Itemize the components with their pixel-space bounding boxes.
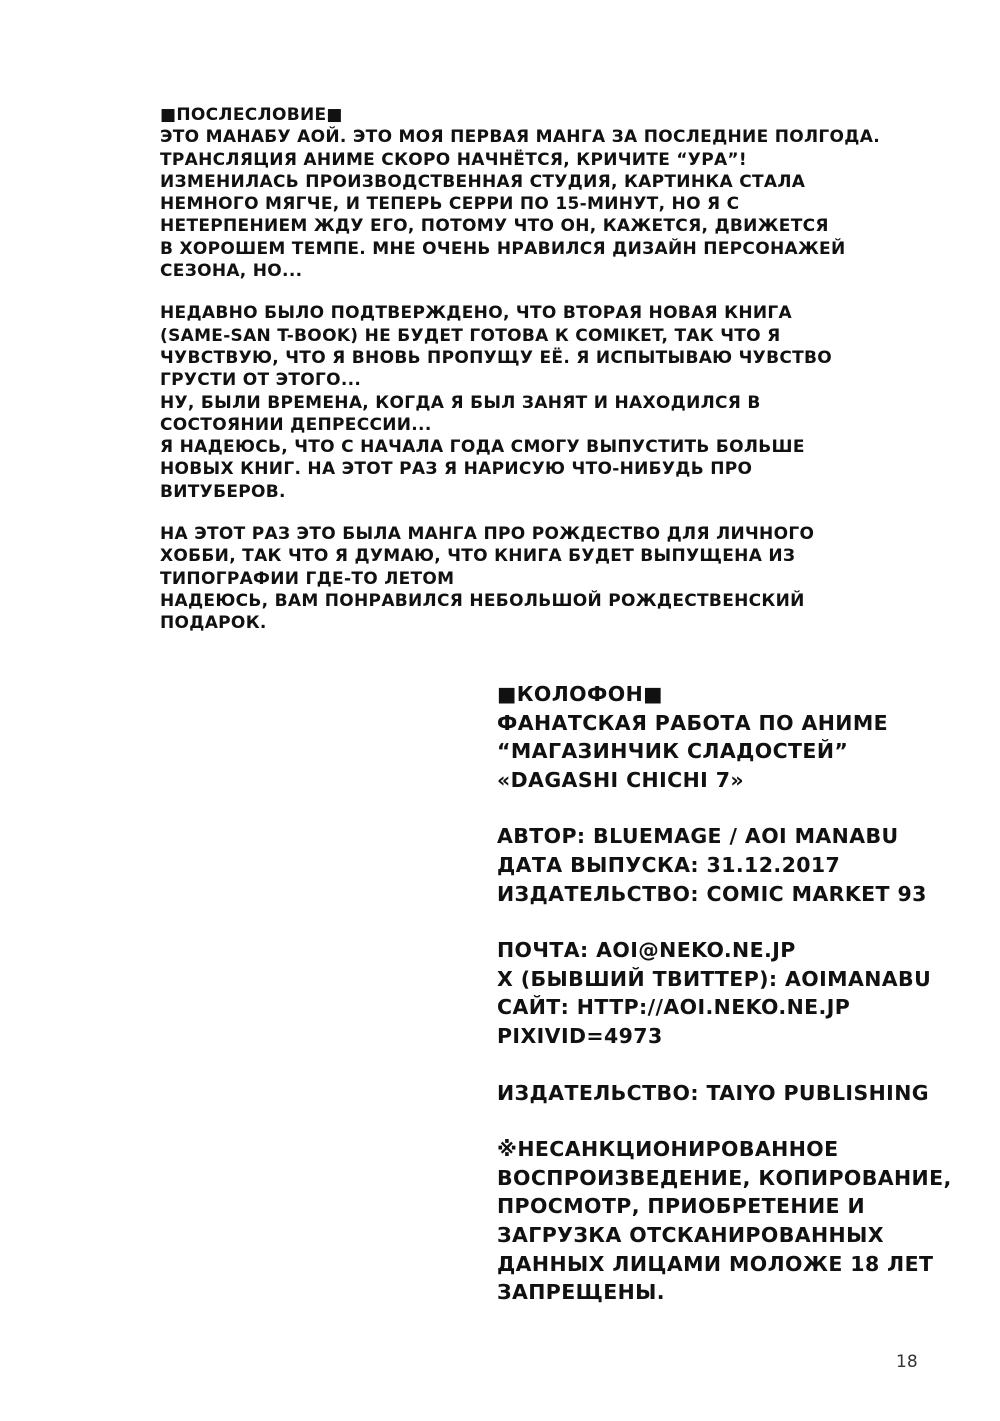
text-line: ПРОСМОТР, ПРИОБРЕТЕНИЕ И <box>497 1194 866 1219</box>
text-line: НУ, БЫЛИ ВРЕМЕНА, КОГДА Я БЫЛ ЗАНЯТ И НАХОДИЛСЯ В <box>160 392 761 413</box>
colophon-work-title <box>497 709 957 795</box>
afterword-heading: ■ПОСЛЕСЛОВИЕ■ <box>160 105 343 125</box>
copyright-notice <box>497 1135 957 1307</box>
colophon-details <box>497 822 957 908</box>
paragraph-spacer <box>497 908 957 936</box>
text-line: ХОББИ, ТАК ЧТО Я ДУМАЮ, ЧТО КНИГА БУДЕТ ВЫПУЩЕНА ИЗ <box>160 546 796 567</box>
colophon-contacts <box>497 936 957 1050</box>
text-line: НАДЕЮСЬ, ВАМ ПОНРАВИЛСЯ НЕБОЛЬШОЙ РОЖДЕСТВЕНСКИЙ <box>160 590 805 611</box>
text-line: НЕДАВНО БЫЛО ПОДТВЕРЖДЕНО, ЧТО ВТОРАЯ НОВАЯ КНИГА <box>160 303 792 324</box>
afterword-paragraph-3 <box>160 523 860 634</box>
text-line: ВИТУБЕРОВ. <box>160 481 286 502</box>
text-line: СОСТОЯНИИ ДЕПРЕССИИ... <box>160 414 432 435</box>
text-line: НА ЭТОТ РАЗ ЭТО БЫЛА МАНГА ПРО РОЖДЕСТВО ДЛЯ ЛИЧНОГО <box>160 524 815 545</box>
paragraph-spacer <box>160 503 860 523</box>
text-line: В ХОРОШЕМ ТЕМПЕ. МНЕ ОЧЕНЬ НРАВИЛСЯ ДИЗАЙН ПЕРСОНАЖЕЙ <box>160 238 846 259</box>
text-line: ДАННЫХ ЛИЦАМИ МОЛОЖЕ 18 ЛЕТ <box>497 1251 934 1276</box>
text-line: «DAGASHI CHICHI 7» <box>497 767 745 792</box>
text-line: НЕТЕРПЕНИЕМ ЖДУ ЕГО, ПОТОМУ ЧТО ОН, КАЖЕТСЯ, ДВИЖЕТСЯ <box>160 216 829 237</box>
text-line: ТИПОГРАФИИ ГДЕ-ТО ЛЕТОМ <box>160 568 455 589</box>
text-line: ИЗМЕНИЛАСЬ ПРОИЗВОДСТВЕННАЯ СТУДИЯ, КАРТИНКА СТАЛА <box>160 171 806 192</box>
afterword-section <box>160 104 880 635</box>
text-line: “МАГАЗИНЧИК СЛАДОСТЕЙ” <box>497 739 849 764</box>
publisher-event-line: ИЗДАТЕЛЬСТВО: COMIC MARKET 93 <box>497 881 927 906</box>
email-line: ПОЧТА: AOI@NEKO.NE.JP <box>497 938 796 963</box>
afterword-paragraph-2 <box>160 302 860 503</box>
website-line: САЙТ: HTTP://AOI.NEKO.NE.JP <box>497 995 851 1020</box>
text-line: НЕМНОГО МЯГЧЕ, И ТЕПЕРЬ СЕРРИ ПО 15-МИНУТ, НО Я С <box>160 194 740 215</box>
paragraph-spacer <box>497 794 957 822</box>
publisher-line: ИЗДАТЕЛЬСТВО: TAIYO PUBLISHING <box>497 1080 929 1105</box>
text-line: ТРАНСЛЯЦИЯ АНИМЕ СКОРО НАЧНЁТСЯ, КРИЧИТЕ “УРА”! <box>160 149 747 170</box>
text-line: НОВЫХ КНИГ. НА ЭТОТ РАЗ Я НАРИСУЮ ЧТО-НИБУДЬ ПРО <box>160 459 753 480</box>
release-date-line: ДАТА ВЫПУСКА: 31.12.2017 <box>497 852 841 877</box>
text-line: ЗАПРЕЩЕНЫ. <box>497 1280 665 1305</box>
colophon-section <box>497 680 957 1307</box>
text-line: ЗАГРУЗКА ОТСКАНИРОВАННЫХ <box>497 1222 884 1247</box>
text-line: СЕЗОНА, НО... <box>160 261 303 282</box>
pixiv-line: PIXIVID=4973 <box>497 1023 663 1048</box>
afterword-paragraph-1 <box>160 126 880 282</box>
page-number: 18 <box>896 1352 918 1372</box>
text-line: ЭТО МАНАБУ АОЙ. ЭТО МОЯ ПЕРВАЯ МАНГА ЗА ПОСЛЕДНИЕ ПОЛГОДА. <box>160 127 880 148</box>
text-line: ФАНАТСКАЯ РАБОТА ПО АНИМЕ <box>497 710 889 735</box>
twitter-line: X (БЫВШИЙ ТВИТТЕР): AOIMANABU <box>497 966 932 991</box>
paragraph-spacer <box>160 282 860 302</box>
text-line: (SAME-SAN T-BOOK) НЕ БУДЕТ ГОТОВА К COMIKET, ТАК ЧТО Я <box>160 325 781 346</box>
text-line: ЧУВСТВУЮ, ЧТО Я ВНОВЬ ПРОПУЩУ ЕЁ. Я ИСПЫТЫВАЮ ЧУВСТВО <box>160 347 833 368</box>
text-line: ПОДАРОК. <box>160 613 267 634</box>
author-line: АВТОР: BLUEMAGE / AOI MANABU <box>497 824 899 849</box>
text-line: ВОСПРОИЗВЕДЕНИЕ, КОПИРОВАНИЕ, <box>497 1165 952 1190</box>
text-line: ※НЕСАНКЦИОНИРОВАННОЕ <box>497 1137 839 1162</box>
text-line: Я НАДЕЮСЬ, ЧТО С НАЧАЛА ГОДА СМОГУ ВЫПУСТИТЬ БОЛЬШЕ <box>160 437 805 458</box>
paragraph-spacer <box>497 1107 957 1135</box>
text-line: ГРУСТИ ОТ ЭТОГО... <box>160 370 362 391</box>
colophon-heading: ■КОЛОФОН■ <box>497 682 663 706</box>
paragraph-spacer <box>497 1051 957 1079</box>
